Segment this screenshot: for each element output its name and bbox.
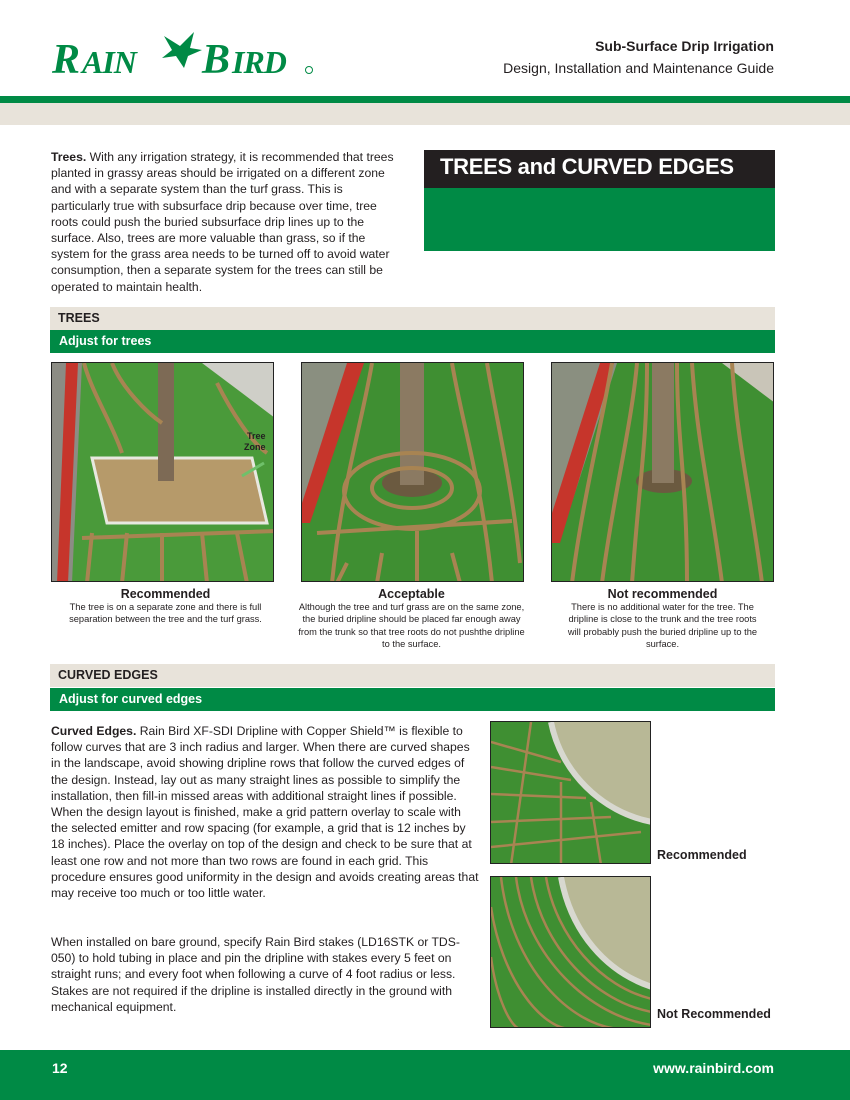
tree-zone-label-1: Tree [247,431,266,441]
svg-text:IRD: IRD [232,44,286,78]
trees-subheading: Adjust for trees [59,334,152,348]
intro-paragraph [51,149,396,295]
trees-heading: TREES [58,311,100,325]
tree-zone-label-2: Zone [244,442,266,452]
photo-curve-recommended [490,721,651,864]
curved-heading: CURVED EDGES [58,668,158,682]
curved-paragraph-1 [51,723,479,901]
svg-text:R: R [52,37,80,78]
curved-subheading-bar [50,688,775,711]
photo-tree-not-recommended [551,362,774,582]
svg-text:AIN: AIN [82,44,136,78]
rain-bird-logo [52,28,314,78]
caption-text-not-recommended: There is no additional water for the tree. The dripline is close to the trunk and the tree roots will probably push the buried dripline up to the surface. [567,602,758,650]
curved-lead: Curved Edges. [51,724,137,738]
page-number: 12 [52,1060,68,1076]
curved-heading-bar [50,664,775,687]
svg-text:B: B [202,37,230,78]
trees-heading-bar [50,307,775,330]
header-green-band [0,96,850,103]
caption-title-acceptable: Acceptable [378,587,445,601]
header-title: Sub-Surface Drip Irrigation [595,38,774,54]
intro-body: With any irrigation strategy, it is recommended that trees planted in grassy areas should be irrigated on a different zone and with a separate system than the turf grass. This is particularly true with subsurface drip because over time, tree roots could push the buried subsurface drip lines up to the surface. Also, trees are more valuable than grass, so if the system for the grass area needs to be turned off to avoid water consumption, then a separate system for the trees can still be operated to maintain health. [51,150,394,294]
caption-title-recommended: Recommended [120,587,211,601]
curved-subheading: Adjust for curved edges [59,692,203,706]
caption-text-acceptable: Although the tree and turf grass are on the same zone, the buried dripline should be placed far enough away from the trunk so that tree roots do not pushthe dripline to the surface. [298,602,525,650]
intro-lead: Trees. [51,150,87,164]
header-beige-band [0,103,850,125]
footer-url-link[interactable]: www.rainbird.com [653,1060,774,1076]
label-curve-recommended: Recommended [657,848,747,862]
caption-title-not-recommended: Not recommended [607,587,718,601]
photo-curve-not-recommended [490,876,651,1028]
header-subtitle: Design, Installation and Maintenance Guide [503,60,774,76]
section-title: TREES and CURVED EDGES [440,154,734,179]
photo-tree-recommended [51,362,274,582]
photo-tree-acceptable [301,362,524,582]
curved-body: Rain Bird XF-SDI Dripline with Copper Shield™ is flexible to follow curves that are 3 inch radius and larger. When there are curved shapes in the landscape, avoid showing dripline rows that follow the curved edges of the design. Instead, lay out as many straight lines as possible to simplify the installation, then fill-in missed areas with additional straight lines if possible. When the design layout is finished, make a grid pattern overlay to scale with the selected emitter and row spacing (for example, a grid that is 12 inches by 18 inches). Place the overlay on top of the design and check to be sure that at least one row and not more than two rows are found in each grid. This procedure ensures good uniformity in the design and avoids creating areas that may receive too much or too little water. [51,724,479,901]
trees-subheading-bar [50,330,775,353]
caption-text-recommended: The tree is on a separate zone and there is full separation between the tree and the turf grass. [69,602,262,625]
curved-paragraph-2: When installed on bare ground, specify Rain Bird stakes (LD16STK or TDS-050) to hold tubing in place and pin the dripline with stakes every 5 feet on straight runs; and every foot when following a curve of 4 foot radius or less. Stakes are not required if the dripline is installed directly in the ground with mechanical equipment. [51,935,460,1014]
label-curve-not-recommended: Not Recommended [657,1007,771,1021]
